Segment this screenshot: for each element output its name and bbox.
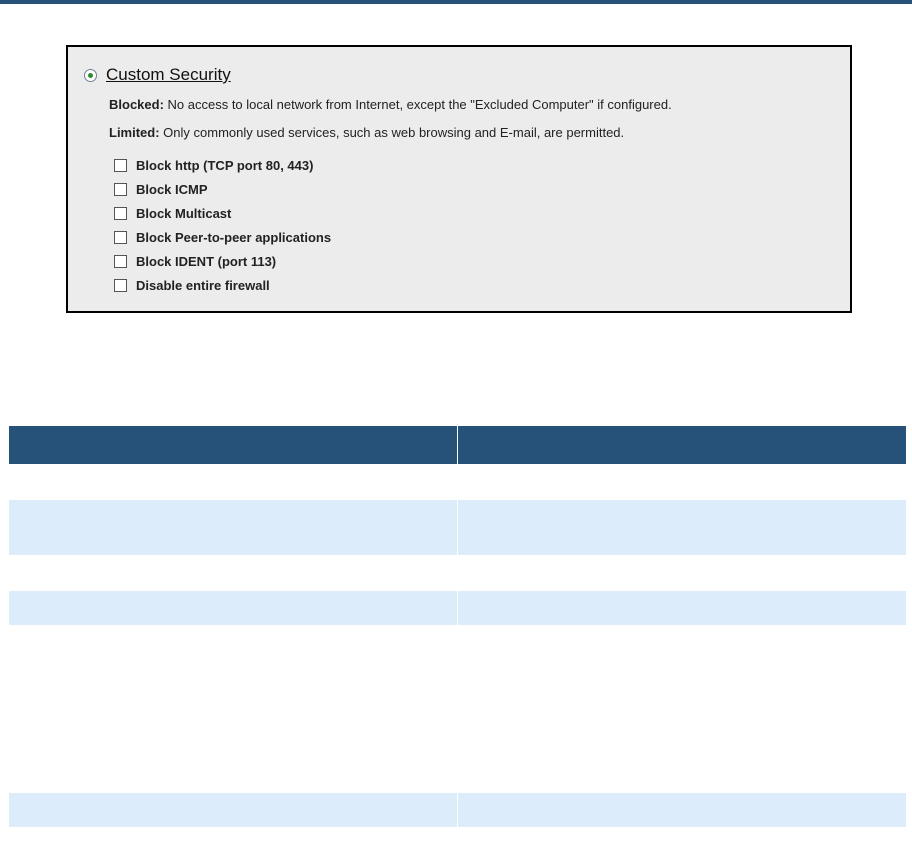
- table-header-cell: [9, 426, 458, 465]
- limited-description: [109, 125, 624, 140]
- blocked-text: No access to local network from Internet, except the "Excluded Computer" if configured.: [163, 97, 672, 112]
- disable-firewall-label[interactable]: Disable entire firewall: [136, 277, 270, 293]
- block-multicast-label[interactable]: Block Multicast: [136, 205, 232, 221]
- custom-security-radio[interactable]: [84, 69, 97, 82]
- option-block-p2p[interactable]: [114, 225, 331, 249]
- table-row: [9, 793, 907, 828]
- table-cell: [9, 556, 458, 591]
- table-header-row: [9, 426, 907, 465]
- custom-security-option[interactable]: [84, 65, 231, 85]
- table-cell: [9, 793, 458, 828]
- block-p2p-checkbox[interactable]: [114, 231, 127, 244]
- table-cell: [9, 500, 458, 556]
- option-block-ident[interactable]: [114, 249, 331, 273]
- top-accent-bar: [0, 0, 912, 4]
- table-row: [9, 626, 907, 793]
- table-cell: [458, 626, 907, 793]
- table-cell: [458, 556, 907, 591]
- block-icmp-checkbox[interactable]: [114, 183, 127, 196]
- disable-firewall-checkbox[interactable]: [114, 279, 127, 292]
- firewall-options-list: [114, 153, 331, 297]
- settings-description-table: [8, 425, 907, 828]
- option-block-http[interactable]: [114, 153, 331, 177]
- table-cell: [458, 465, 907, 500]
- table-cell: [9, 465, 458, 500]
- table-header-cell: [458, 426, 907, 465]
- blocked-description: [109, 97, 672, 112]
- table-row: [9, 556, 907, 591]
- table-row: [9, 465, 907, 500]
- table-cell: [9, 626, 458, 793]
- custom-security-label[interactable]: Custom Security: [106, 65, 231, 84]
- table-cell: [458, 500, 907, 556]
- option-block-multicast[interactable]: [114, 201, 331, 225]
- option-disable-firewall[interactable]: [114, 273, 331, 297]
- radio-selected-dot-icon: [88, 73, 93, 78]
- block-http-label[interactable]: Block http (TCP port 80, 443): [136, 157, 314, 173]
- table-cell: [458, 591, 907, 626]
- block-ident-checkbox[interactable]: [114, 255, 127, 268]
- table-cell: [9, 591, 458, 626]
- block-multicast-checkbox[interactable]: [114, 207, 127, 220]
- block-p2p-label[interactable]: Block Peer-to-peer applications: [136, 229, 332, 245]
- limited-text: Only commonly used services, such as web browsing and E-mail, are permitted.: [159, 125, 625, 140]
- table-cell: [458, 793, 907, 828]
- block-ident-label[interactable]: Block IDENT (port 113): [136, 253, 277, 269]
- blocked-label: Blocked:: [109, 97, 164, 112]
- limited-label: Limited:: [109, 125, 160, 140]
- option-block-icmp[interactable]: [114, 177, 331, 201]
- block-icmp-label[interactable]: Block ICMP: [136, 181, 208, 197]
- custom-security-panel: [66, 45, 852, 313]
- table-row: [9, 500, 907, 556]
- table-row: [9, 591, 907, 626]
- block-http-checkbox[interactable]: [114, 159, 127, 172]
